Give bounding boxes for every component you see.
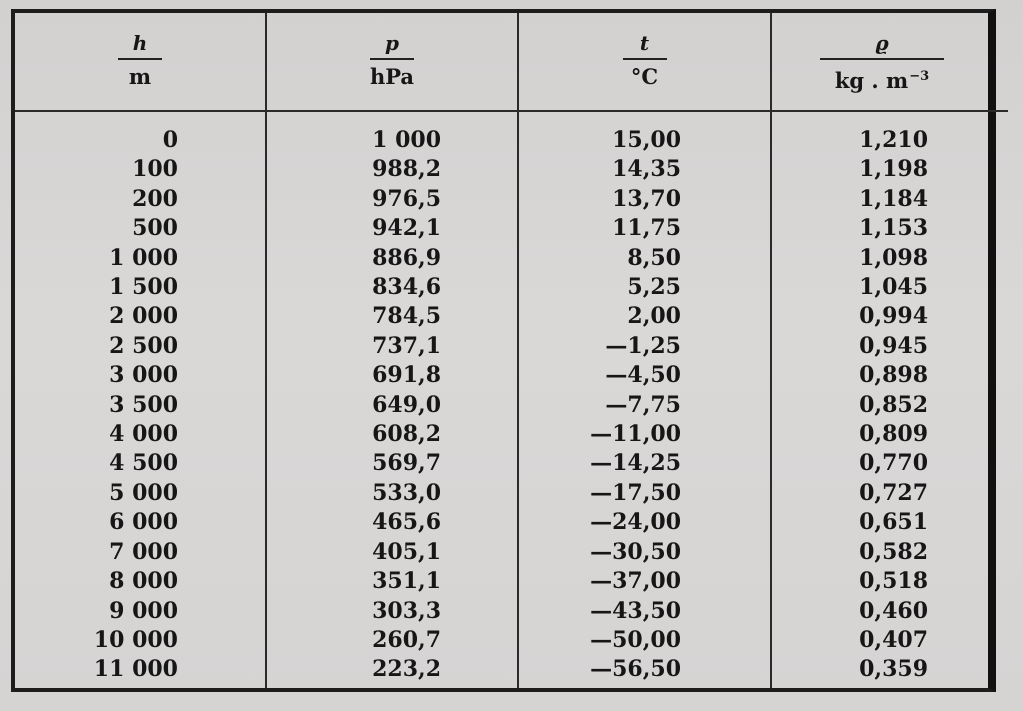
table-cell: 6 000 <box>109 509 178 536</box>
table-cell: 3 500 <box>109 391 178 418</box>
fraction-bar <box>370 58 414 60</box>
table-cell: 465,6 <box>372 509 441 536</box>
table-cell: —11,00 <box>590 421 681 448</box>
header-rule <box>15 110 1008 112</box>
header-unit-exponent: −3 <box>909 69 930 84</box>
table-cell: 784,5 <box>372 303 441 330</box>
table-cell: 1 500 <box>109 274 178 301</box>
table-cell: 0,407 <box>859 626 928 653</box>
table-cell: 0,359 <box>859 656 928 683</box>
table-cell: 8 000 <box>109 568 178 595</box>
header-unit: m <box>128 64 152 89</box>
table-cell: 351,1 <box>372 568 441 595</box>
table-cell: —7,75 <box>605 391 681 418</box>
table-cell: 9 000 <box>109 597 178 624</box>
table-cell: 976,5 <box>372 185 441 212</box>
table-cell: —14,25 <box>590 450 681 477</box>
table-cell: 405,1 <box>372 538 441 565</box>
table-cell: 0,945 <box>859 332 928 359</box>
table-cell: 1 000 <box>109 244 178 271</box>
header-unit: hPa <box>369 64 415 89</box>
table-cell: 886,9 <box>372 244 441 271</box>
table-cell: —30,50 <box>590 538 681 565</box>
table-cell: —43,50 <box>590 597 681 624</box>
table-cell: 10 000 <box>93 626 178 653</box>
header-unit: °C <box>630 64 659 89</box>
table-cell: 0,651 <box>859 509 928 536</box>
header-symbol: p <box>385 31 399 55</box>
table-cell: 737,1 <box>372 332 441 359</box>
table-cell: 0 <box>162 127 178 153</box>
table-cell: 533,0 <box>372 479 441 506</box>
table-cell: 1,184 <box>859 185 928 212</box>
table-cell: —4,50 <box>605 362 681 389</box>
table-cell: 500 <box>132 215 178 242</box>
header-unit-base: kg . m <box>834 68 909 93</box>
table-cell: 569,7 <box>372 450 441 477</box>
table-cell: 0,809 <box>859 421 928 448</box>
table-cell: 0,994 <box>859 303 928 330</box>
table-cell: 942,1 <box>372 215 441 242</box>
table-cell: 0,852 <box>859 391 928 418</box>
column-density-values <box>772 126 928 685</box>
table-cell: —17,50 <box>590 479 681 506</box>
table-cell: 11,75 <box>612 215 681 242</box>
table-cell: 649,0 <box>372 391 441 418</box>
table-cell: 988,2 <box>372 156 441 183</box>
table-cell: 260,7 <box>372 626 441 653</box>
table-cell: 0,518 <box>859 568 928 595</box>
table-cell: 0,770 <box>859 450 928 477</box>
header-symbol: h <box>132 31 148 55</box>
table-cell: 8,50 <box>627 244 681 271</box>
table-cell: 4 000 <box>109 421 178 448</box>
header-unit <box>772 64 992 94</box>
table-cell: 3 000 <box>109 362 178 389</box>
column-height-values <box>15 126 178 685</box>
table-cell: 0,727 <box>859 479 928 506</box>
table-cell: 1,198 <box>859 156 928 183</box>
table-cell: 223,2 <box>372 656 441 683</box>
header-height <box>15 31 265 103</box>
fraction-bar <box>623 58 667 60</box>
table-cell: 2,00 <box>627 303 681 330</box>
table-cell: —37,00 <box>590 568 681 595</box>
table-cell: 7 000 <box>109 538 178 565</box>
table-cell: —1,25 <box>605 332 681 359</box>
table-cell: 0,582 <box>859 538 928 565</box>
table-cell: 5 000 <box>109 479 178 506</box>
table-cell: 1,098 <box>859 244 928 271</box>
table-cell: 100 <box>132 156 178 183</box>
table-cell: 13,70 <box>612 185 681 212</box>
column-pressure-values <box>267 126 441 685</box>
fraction-bar <box>118 58 162 60</box>
header-pressure <box>267 31 517 103</box>
table-cell: 1 000 <box>372 127 441 153</box>
atmosphere-table <box>11 9 996 692</box>
table-cell: 303,3 <box>372 597 441 624</box>
table-cell: 1,153 <box>859 215 928 242</box>
table-cell: 14,35 <box>612 156 681 183</box>
table-cell: 2 000 <box>109 303 178 330</box>
table-cell: 2 500 <box>109 332 178 359</box>
table-cell: 608,2 <box>372 421 441 448</box>
table-cell: 5,25 <box>627 274 681 301</box>
table-cell: —50,00 <box>590 626 681 653</box>
table-cell: 4 500 <box>109 450 178 477</box>
table-cell: 0,898 <box>859 362 928 389</box>
table-cell: 691,8 <box>372 362 441 389</box>
header-symbol: t <box>639 31 650 55</box>
header-temperature <box>519 31 770 103</box>
table-cell: 11 000 <box>93 656 178 683</box>
table-cell: 200 <box>132 185 178 212</box>
table-cell: 834,6 <box>372 274 441 301</box>
column-temperature-values <box>519 126 681 685</box>
table-cell: 1,045 <box>859 274 928 301</box>
header-density <box>772 31 992 103</box>
header-symbol: ϱ <box>875 31 889 55</box>
fraction-bar <box>820 58 944 60</box>
table-cell: —56,50 <box>590 656 681 683</box>
table-cell: —24,00 <box>590 509 681 536</box>
table-cell: 1,210 <box>859 127 928 153</box>
table-cell: 15,00 <box>612 127 681 153</box>
table-cell: 0,460 <box>859 597 928 624</box>
